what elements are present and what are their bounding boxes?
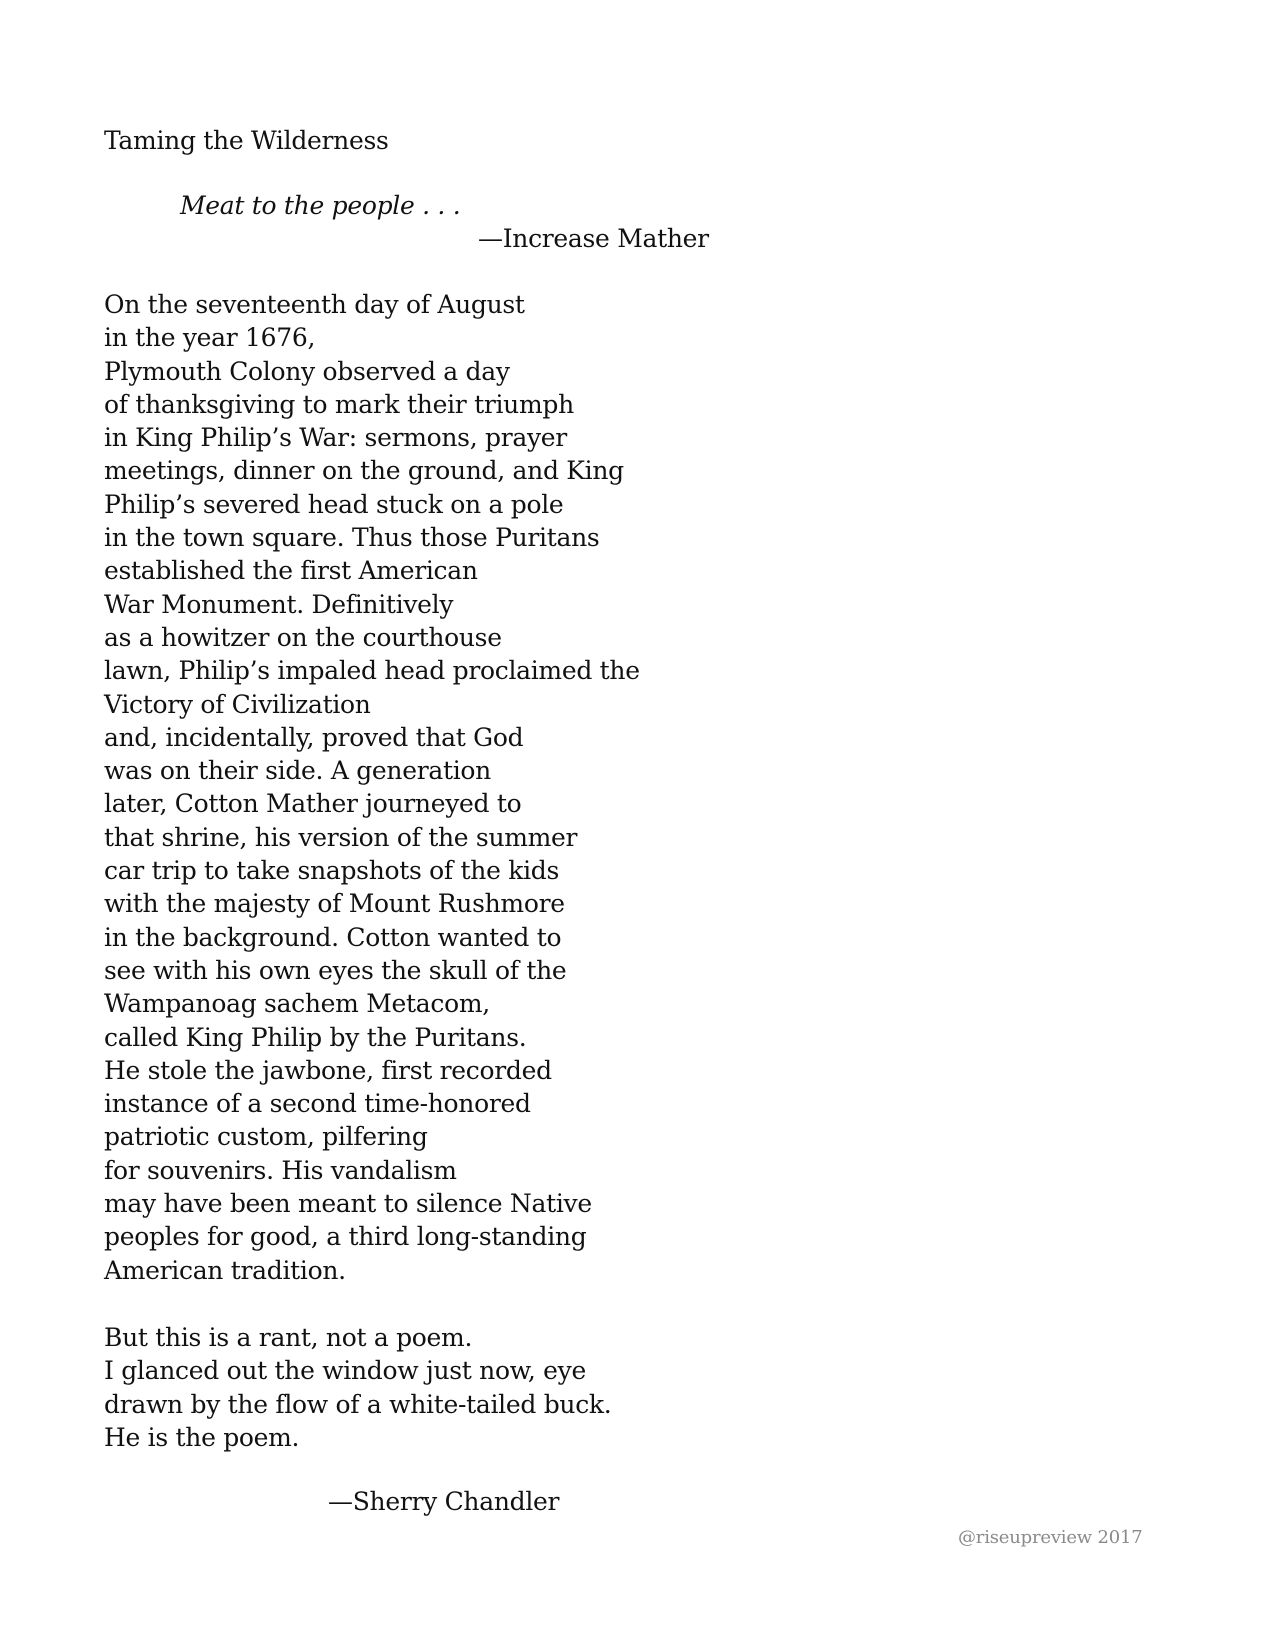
poem-line: patriotic custom, pilfering	[104, 1122, 428, 1152]
stanza-1	[104, 288, 640, 1287]
poem-line: in the background. Cotton wanted to	[104, 922, 562, 952]
poem-line: established the first American	[104, 556, 478, 586]
poem-line: see with his own eyes the skull of the	[104, 955, 567, 985]
poem-line: He is the poem.	[104, 1422, 300, 1452]
poem-line: called King Philip by the Puritans.	[104, 1022, 527, 1052]
poem-line: But this is a rant, not a poem.	[104, 1323, 473, 1352]
poem-line: drawn by the flow of a white-tailed buck.	[104, 1389, 612, 1419]
poem-line: lawn, Philip’s impaled head proclaimed the	[104, 656, 640, 686]
poem-line: peoples for good, a third long-standing	[104, 1222, 587, 1252]
epigraph-attribution: —Increase Mather	[478, 224, 709, 253]
poem-title: Taming the Wilderness	[104, 126, 389, 155]
watermark: @riseupreview 2017	[958, 1527, 1143, 1548]
poem-line: in the town square. Thus those Puritans	[104, 523, 600, 553]
poem-line: that shrine, his version of the summer	[104, 822, 578, 852]
poem-line: in the year 1676,	[104, 323, 316, 353]
author-signature: —Sherry Chandler	[328, 1487, 560, 1516]
poem-line: and, incidentally, proved that God	[104, 722, 524, 752]
poem-line: Victory of Civilization	[104, 689, 371, 719]
poem-line: He stole the jawbone, first recorded	[104, 1055, 552, 1085]
poem-line: War Monument. Definitively	[104, 589, 454, 619]
poem-line: in King Philip’s War: sermons, prayer	[104, 423, 567, 453]
poem-line: meetings, dinner on the ground, and King	[104, 456, 624, 486]
stanza-2	[104, 1321, 611, 1454]
poem-line: for souvenirs. His vandalism	[104, 1155, 457, 1185]
poem-line: Wampanoag sachem Metacom,	[104, 989, 490, 1019]
poem-line: with the majesty of Mount Rushmore	[104, 889, 565, 919]
poem-line: car trip to take snapshots of the kids	[104, 856, 559, 886]
poem-line: Plymouth Colony observed a day	[104, 356, 510, 386]
epigraph-text: Meat to the people . . .	[180, 191, 461, 220]
poem-line: Philip’s severed head stuck on a pole	[104, 489, 564, 519]
poem-line: On the seventeenth day of August	[104, 290, 525, 319]
poem-line: as a howitzer on the courthouse	[104, 622, 502, 652]
poem-line: may have been meant to silence Native	[104, 1189, 592, 1219]
poem-line: instance of a second time-honored	[104, 1089, 531, 1119]
poem-line: later, Cotton Mather journeyed to	[104, 789, 522, 819]
poem-line: I glanced out the window just now, eye	[104, 1356, 586, 1386]
poem-line: American tradition.	[104, 1255, 346, 1285]
poem-line: of thanksgiving to mark their triumph	[104, 389, 574, 419]
poem-line: was on their side. A generation	[104, 756, 491, 786]
